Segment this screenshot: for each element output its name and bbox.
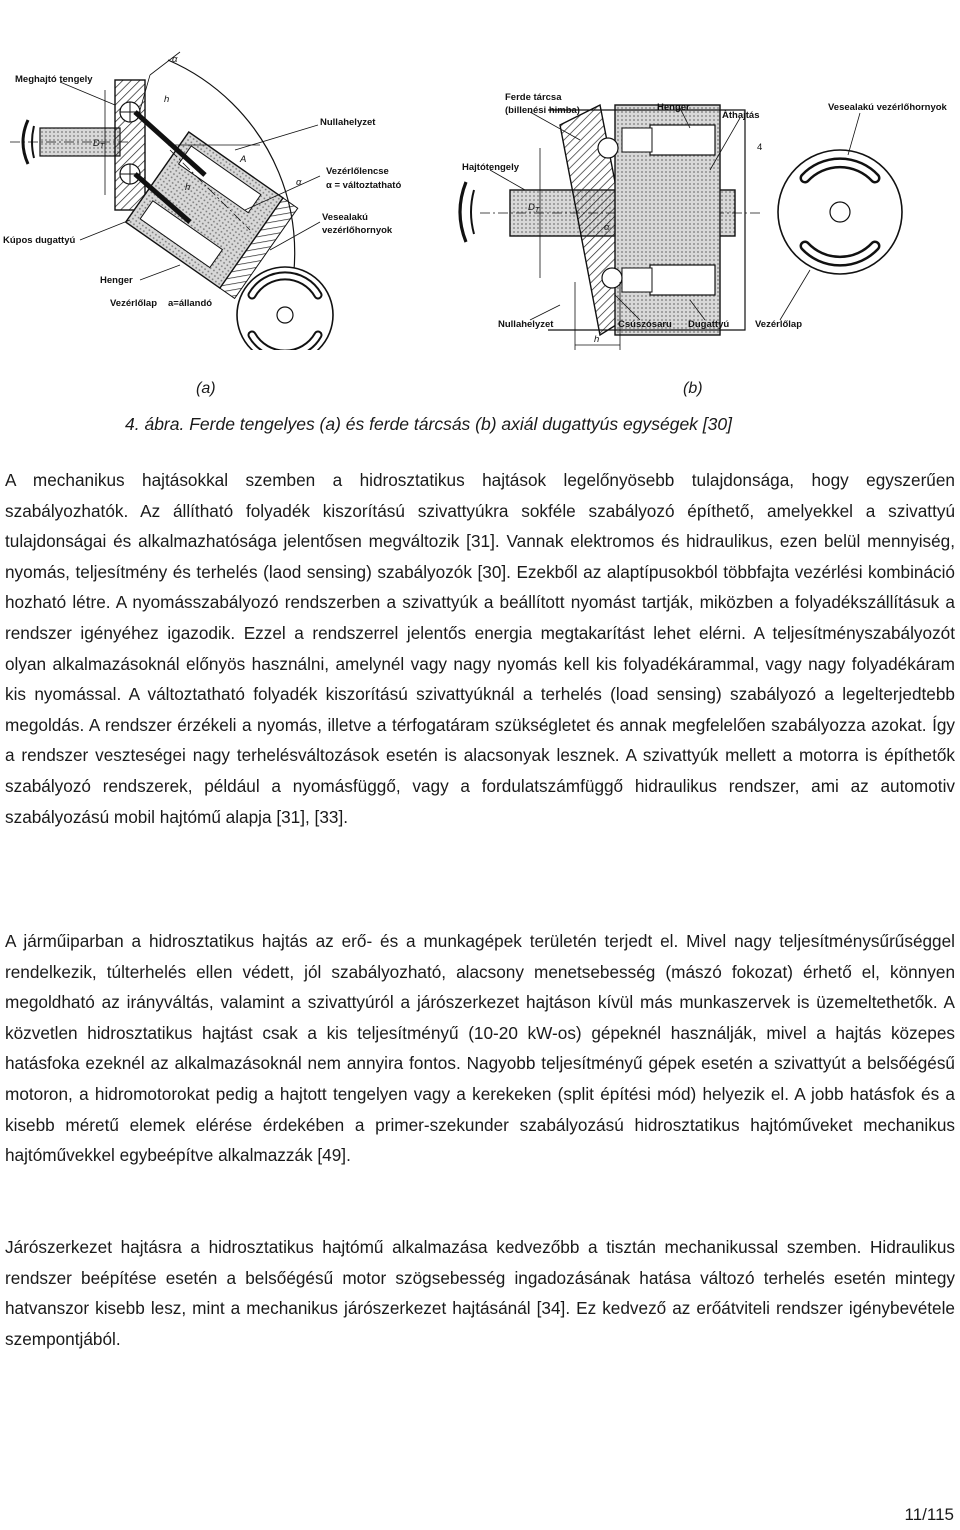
label-b-shoe: Csúszósaru [618,319,672,330]
label-b-h: h [594,334,600,345]
figure-drawing [0,50,960,350]
label-a-piston: Kúpos dugattyú [3,235,76,246]
figure-caption: 4. ábra. Ferde tengelyes (a) és ferde tárcsás (b) axiál dugattyús egységek [30] [125,414,732,434]
label-a-drive-shaft: Meghajtó tengely [15,74,93,85]
label-b-plate: Vezérlőlap [755,319,802,330]
label-a-null-position: Nullahelyzet [320,117,376,128]
label-a-a-const: a=állandó [168,298,213,309]
label-b-swash-2: (billenési himba) [505,105,580,116]
label-b-dt: $D_T$ [528,202,540,214]
label-b-alpha: α [604,222,610,233]
figure-b-swashplate [460,92,948,350]
label-b-null-position: Nullahelyzet [498,319,554,330]
figure-a-bent-axis [3,52,401,350]
label-a-a: A [240,154,247,165]
label-a-h-small: h [185,182,191,193]
label-a-plate: Vezérlőlap [110,298,157,309]
label-a-kidney-2: vezérlőhornyok [322,225,393,236]
subfigure-label-a: (a) [196,380,216,397]
label-a-alpha-top: α [172,54,178,65]
subfigure-label-b: (b) [683,380,703,397]
label-b-cylinder: Henger [657,102,690,113]
label-a-cylinder: Henger [100,275,133,286]
label-b-drive-shaft: Hajtótengely [462,162,520,173]
label-a-alpha-variable: α = változtatható [326,180,402,191]
label-b-kidney: Vesealakú vezérlőhornyok [828,102,947,113]
paragraph-2: A járműiparban a hidrosztatikus hajtás az erő- és a munkagépek területén terjedt el. Mivel nagy teljesítménysűrűséggel rendelkezik, túlterhelés ellen védett, jól szabályozható, alacsony menetsebesség (mászó fokozat) érhető el, könnyen megoldható az irányváltás, valamint a szivattyúról a járószerkezet hajtáson kívül más munkaszervek is üzemeltethetők. A közvetlen hidrosztatikus hajtást csak a kis teljesítményű (10-20 kW-os) gépeknél használják, mivel a hajtás közepes hatásfoka ezeknél az alkalmazásoknál nem annyira fontos. Nagyobb teljesítményű gépek esetén a szivattyút a belsőégésű motoron, a hidromotorokat pedig a hajtott tengelyen vagy a kerekeken (split építési mód) helyezik el. A jobb hatásfok és a kisebb méretű elemek elérése érdekében a primer-szekunder szabályozású hidrosztatikus hajtóműveket mechanikus hajtóművekkel egybeépítve alkalmazzák [49]. [5,931,955,1166]
paragraph-3: Járószerkezet hajtásra a hidrosztatikus hajtómű alkalmazása kedvezőbb a tisztán mechanikussal szemben. Hidraulikus rendszer beépítése esetén a belsőégésű motor szögsebesség ingadozásának hatása változó terhelés esetén mintegy hatvanszor kisebb lesz, mint a mechanikus járószerkezet hajtásánál [34]. Ez kedvező az erőátviteli rendszer igénybevétele szempontjából. [5,1237,955,1349]
label-a-alpha-small: α [296,177,302,188]
label-a-dt: $D_T$ [93,138,105,150]
paragraph-1: A mechanikus hajtásokkal szemben a hidrosztatikus hajtások legelőnyösebb tulajdonsága, hogy egyszerűen szabályozhatók. Az állítható folyadék kiszorítású szivattyúkra sokféle szabályozó építhető, amelyekkel a szivattyú tulajdonságai és alkalmazhatósága jelentősen megváltozik [31]. Vannak elektromos és hidraulikus, ezen belül mennyiség, nyomás, teljesítmény és terhelés (laod sensing) szabályozók [30]. Ezekből az alaptípusokból többfajta vezérlési kombináció hozható létre. A nyomásszabályozó rendszerben a szivattyúk a beállított nyomást tartják, miközben a folyadékszállításuk a rendszer igényéhez igazodik. Ezzel a rendszerrel jelentős energia megtakarítást lehet elérni. A teljesítményszabályozót olyan alkalmazásoknál előnyös használni, amelynél vagy nagy nyomás kell kis folyadékárammal, vagy nagy folyadékáram kis nyomással. A változtatható folyadék kiszorítású szivattyúknál a terhelés (load sensing) szabályozó a legelterjedtebb megoldás. A rendszer érzékeli a nyomás, illetve a térfogatáram szükségletet és annak megfelelően szabályozza azokat. Így a rendszer veszteségei nagy terhelésváltozások esetén is alacsonyak lesznek. A szivattyúk mellett a motorra is építhetők szabályozó rendszerek, például a nyomásfüggő, vagy a fordulatszámfüggő hidraulikus rendszer, ami az automotiv szabályozású mobil hajtómű alapja [31], [33]. [5,470,955,827]
label-b-piston: Dugattyú [688,319,730,330]
page-number: 11/115 [904,1505,954,1524]
label-b-swash: Ferde tárcsa [505,92,562,103]
label-a-lens: Vezérlőlencse [326,166,389,177]
label-a-h-top: h [164,94,170,105]
figure-axial-piston-units [0,50,960,350]
label-a-kidney: Vesealakú [322,212,368,223]
label-b-crossover: Áthajtás [722,110,760,121]
label-b-four: 4 [757,142,763,153]
